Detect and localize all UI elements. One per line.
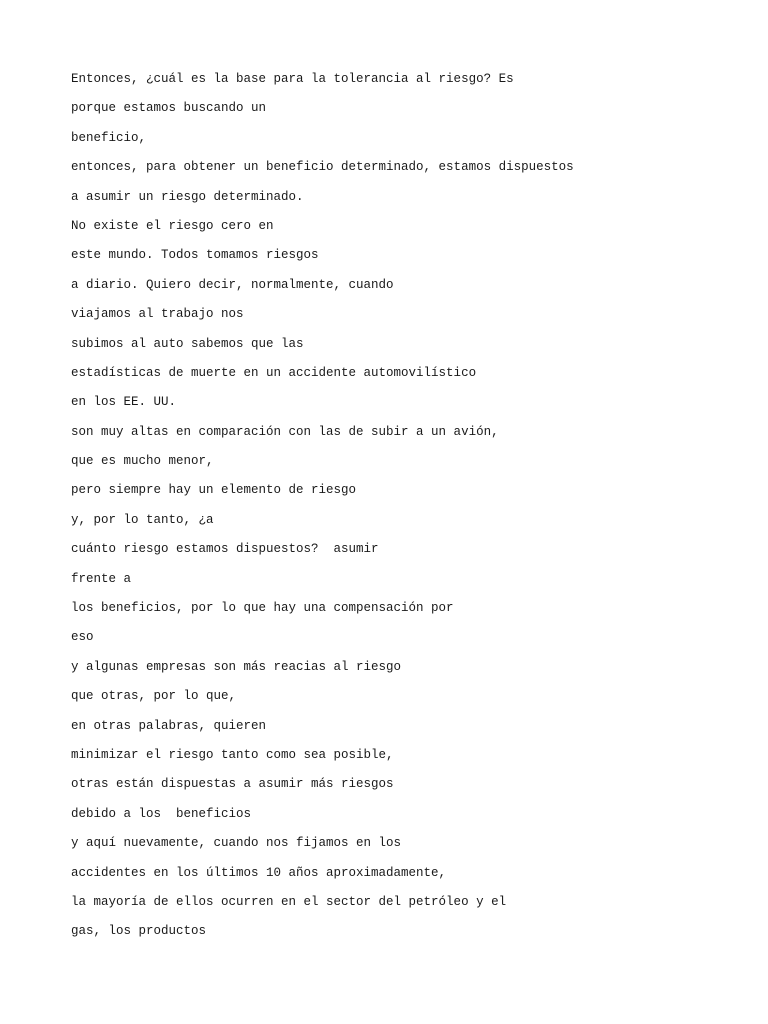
text-line: gas, los productos xyxy=(71,924,207,939)
text-line: minimizar el riesgo tanto como sea posible, xyxy=(71,747,394,762)
text-line: pero siempre hay un elemento de riesgo xyxy=(71,483,357,498)
text-line: viajamos al trabajo nos xyxy=(71,307,244,322)
text-line: la mayoría de ellos ocurren en el sector del petróleo y el xyxy=(71,894,507,909)
text-line: cuánto riesgo estamos dispuestos? asumir xyxy=(71,542,379,557)
text-line: y, por lo tanto, ¿a xyxy=(71,512,214,527)
text-line: frente a xyxy=(71,571,132,586)
text-line: entonces, para obtener un beneficio determinado, estamos dispuestos xyxy=(71,160,574,175)
text-line: y aquí nuevamente, cuando nos fijamos en los xyxy=(71,836,402,851)
text-line: beneficio, xyxy=(71,130,147,145)
text-line: accidentes en los últimos 10 años aproximadamente, xyxy=(71,865,447,880)
text-line: eso xyxy=(71,630,94,645)
text-line: en los EE. UU. xyxy=(71,395,177,410)
text-line: son muy altas en comparación con las de subir a un avión, xyxy=(71,424,499,439)
transcript-text xyxy=(71,71,751,953)
text-line: a diario. Quiero decir, normalmente, cuando xyxy=(71,277,394,292)
text-line: otras están dispuestas a asumir más riesgos xyxy=(71,777,394,792)
text-line: a asumir un riesgo determinado. xyxy=(71,189,304,204)
text-line: y algunas empresas son más reacias al riesgo xyxy=(71,659,402,674)
text-line: Entonces, ¿cuál es la base para la tolerancia al riesgo? Es xyxy=(71,72,514,86)
text-line: este mundo. Todos tomamos riesgos xyxy=(71,248,319,263)
text-line: No existe el riesgo cero en xyxy=(71,218,274,233)
text-line: debido a los beneficios xyxy=(71,806,252,821)
text-line: subimos al auto sabemos que las xyxy=(71,336,304,351)
text-line: que otras, por lo que, xyxy=(71,689,237,704)
text-line: porque estamos buscando un xyxy=(71,101,267,116)
text-line: estadísticas de muerte en un accidente automovilístico xyxy=(71,365,477,380)
text-line: los beneficios, por lo que hay una compensación por xyxy=(71,601,454,616)
text-line: en otras palabras, quieren xyxy=(71,718,267,733)
text-line: que es mucho menor, xyxy=(71,454,214,469)
